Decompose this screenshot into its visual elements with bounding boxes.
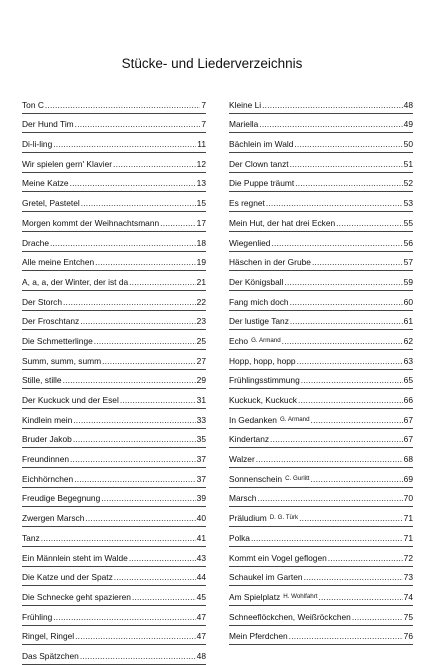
toc-entry-page-number: 60 xyxy=(403,296,413,307)
toc-entry-page-number: 52 xyxy=(403,178,413,189)
dot-leader xyxy=(45,98,200,112)
dot-leader xyxy=(257,491,402,505)
dot-leader xyxy=(73,413,195,427)
toc-entry-title: Wiegenlied xyxy=(229,237,271,248)
toc-entry xyxy=(229,291,413,311)
toc-entry xyxy=(22,94,206,114)
toc-entry-title: Fang mich doch xyxy=(229,296,289,307)
toc-entry xyxy=(229,586,413,606)
toc-entry-page-number: 7 xyxy=(201,119,206,130)
toc-entry-page-number: 48 xyxy=(196,650,206,661)
toc-entry xyxy=(229,507,413,527)
dot-leader xyxy=(75,629,196,643)
dot-leader xyxy=(301,373,403,387)
toc-column-left xyxy=(22,94,206,665)
dot-leader xyxy=(74,472,195,486)
toc-entry xyxy=(229,232,413,252)
toc-entry xyxy=(229,488,413,508)
toc-entry-title: Freudige Begegnung xyxy=(22,493,101,504)
toc-entry-title: Kindertanz xyxy=(229,434,270,445)
toc-entry-page-number: 44 xyxy=(196,572,206,583)
toc-entry-page-number: 15 xyxy=(196,198,206,209)
toc-entry-title: Kindlein mein xyxy=(22,414,73,425)
toc-entry xyxy=(22,626,206,646)
toc-entry-page-number: 31 xyxy=(196,395,206,405)
dot-leader xyxy=(251,531,403,545)
dot-leader xyxy=(311,413,403,427)
toc-entry xyxy=(22,114,206,134)
toc-entry-page-number: 37 xyxy=(196,473,206,484)
dot-leader xyxy=(290,157,403,171)
toc-entry xyxy=(22,192,206,212)
toc-entry-page-number: 56 xyxy=(403,237,413,248)
dot-leader xyxy=(73,432,196,446)
toc-entry-title: Mein Hut, der hat drei Ecken xyxy=(229,217,336,228)
toc-entry-title: Die Katze und der Spatz xyxy=(22,572,113,583)
toc-entry xyxy=(22,389,206,409)
toc-entry xyxy=(22,271,206,291)
toc-entry-page-number: 65 xyxy=(403,375,413,386)
dot-leader xyxy=(53,137,196,151)
toc-entry xyxy=(22,291,206,311)
dot-leader xyxy=(81,196,196,210)
toc-entry-title: Polka xyxy=(229,532,250,543)
toc-entry-page-number: 57 xyxy=(403,257,413,268)
toc-entry-page-number: 47 xyxy=(196,611,206,622)
toc-entry xyxy=(22,311,206,331)
dot-leader xyxy=(282,334,403,348)
dot-leader xyxy=(266,196,403,210)
dot-leader xyxy=(63,295,196,309)
dot-leader xyxy=(262,98,403,112)
dot-leader xyxy=(259,117,402,131)
dot-leader xyxy=(284,275,402,289)
toc-entry-title: Bächlein im Wald xyxy=(229,139,294,150)
toc-entry-title: Die Schnecke geht spazieren xyxy=(22,591,131,602)
toc-entry-title: Kleine Li xyxy=(229,99,262,110)
dot-leader xyxy=(328,551,403,565)
toc-entry-title: Frühling xyxy=(22,611,53,622)
toc-entry-page-number: 33 xyxy=(196,414,206,425)
toc-entry-title: Die Schmetterlinge xyxy=(22,335,93,346)
toc-entry xyxy=(229,409,413,429)
dot-leader xyxy=(129,551,196,565)
toc-entry-title: Der Storch xyxy=(22,296,63,307)
toc-entry xyxy=(22,133,206,153)
toc-entry xyxy=(229,94,413,114)
toc-entry-title: Die Puppe träumt xyxy=(229,178,295,189)
toc-entry-page-number: 76 xyxy=(403,631,413,642)
toc-entry xyxy=(22,252,206,272)
toc-entry-title: Der Kuckuck und der Esel xyxy=(22,395,119,405)
toc-entry-title: Ein Männlein steht im Walde xyxy=(22,552,128,563)
toc-entry-page-number: 7 xyxy=(201,99,206,110)
dot-leader xyxy=(271,236,402,250)
toc-entry-page-number: 55 xyxy=(403,217,413,228)
toc-entry-page-number: 51 xyxy=(403,158,413,169)
toc-entry-title: Ringel, Ringel xyxy=(22,631,75,642)
toc-entry-page-number: 67 xyxy=(403,434,413,445)
toc-entry xyxy=(229,173,413,193)
toc-entry xyxy=(229,212,413,232)
dot-leader xyxy=(299,511,403,525)
toc-entry-title: Marsch xyxy=(229,493,257,504)
toc-entry-title: Tanz xyxy=(22,532,40,543)
toc-entry-title: Walzer xyxy=(229,454,255,465)
toc-entry-composer: H. Wohlfahrt xyxy=(283,592,318,600)
toc-entry-page-number: 19 xyxy=(196,257,206,268)
dot-leader xyxy=(289,629,403,643)
dot-leader xyxy=(80,314,195,328)
toc-entry xyxy=(229,567,413,587)
toc-entry-page-number: 41 xyxy=(196,532,206,543)
toc-entry-title: Eichhörnchen xyxy=(22,473,74,484)
dot-leader xyxy=(63,373,196,387)
toc-entry-title: Kuckuck, Kuckuck xyxy=(229,395,297,405)
dot-leader xyxy=(295,176,402,190)
toc-entry-title: Zwergen Marsch xyxy=(22,513,85,524)
toc-entry-title: Alle meine Entchen xyxy=(22,257,95,268)
dot-leader xyxy=(94,334,196,348)
dot-leader xyxy=(294,137,402,151)
toc-entry xyxy=(229,133,413,153)
toc-entry-title: Das Spätzchen xyxy=(22,650,79,661)
toc-entry xyxy=(229,271,413,291)
toc-entry-title: Am Spielplatz xyxy=(229,591,281,602)
toc-entry xyxy=(229,252,413,272)
toc-entry-page-number: 22 xyxy=(196,296,206,307)
toc-entry xyxy=(22,370,206,390)
toc-entry-title: A, a, a, der Winter, der ist da xyxy=(22,276,129,287)
toc-entry xyxy=(229,370,413,390)
toc-entry-page-number: 72 xyxy=(403,552,413,563)
toc-entry-page-number: 73 xyxy=(403,572,413,583)
toc-entry xyxy=(22,153,206,173)
toc-entry-page-number: 62 xyxy=(403,335,413,346)
toc-entry xyxy=(22,212,206,232)
dot-leader xyxy=(311,472,403,486)
dot-leader xyxy=(290,314,403,328)
toc-entry xyxy=(22,409,206,429)
toc-entry xyxy=(229,527,413,547)
toc-entry-page-number: 43 xyxy=(196,552,206,563)
toc-entry-title: Gretel, Pastetel xyxy=(22,198,80,209)
dot-leader xyxy=(101,491,195,505)
toc-entry xyxy=(22,429,206,449)
toc-entry-title: Kommt ein Vogel geflogen xyxy=(229,552,327,563)
toc-entry-page-number: 12 xyxy=(196,158,206,169)
toc-entry-title: Der Hund Tim xyxy=(22,119,74,130)
toc-entry-page-number: 29 xyxy=(196,375,206,386)
dot-leader xyxy=(290,295,403,309)
toc-entry-page-number: 23 xyxy=(196,316,206,327)
toc-entry-page-number: 17 xyxy=(196,217,206,228)
dot-leader xyxy=(256,452,403,466)
dot-leader xyxy=(318,590,402,604)
toc-entry-title: Der Froschtanz xyxy=(22,316,80,327)
toc-entry-title: Echo xyxy=(229,335,249,346)
toc-entry xyxy=(22,488,206,508)
toc-entry-composer: C. Gurlitt xyxy=(285,474,310,482)
dot-leader xyxy=(120,393,196,407)
toc-entry xyxy=(229,429,413,449)
toc-entry xyxy=(22,645,206,665)
toc-entry-page-number: 66 xyxy=(403,395,413,405)
dot-leader xyxy=(270,432,403,446)
dot-leader xyxy=(114,570,196,584)
toc-column-right xyxy=(229,94,413,645)
toc-entry-composer: D. G. Türk xyxy=(269,514,299,522)
toc-entry-page-number: 59 xyxy=(403,276,413,287)
toc-entry xyxy=(229,626,413,646)
toc-entry xyxy=(229,311,413,331)
dot-leader xyxy=(80,649,196,663)
toc-entry xyxy=(22,547,206,567)
toc-entry-page-number: 45 xyxy=(196,591,206,602)
toc-entry xyxy=(229,606,413,626)
dot-leader xyxy=(75,117,201,131)
dot-leader xyxy=(298,393,403,407)
toc-entry-title: Schaukel im Garten xyxy=(229,572,303,583)
toc-entry-page-number: 48 xyxy=(403,99,413,110)
toc-entry xyxy=(229,153,413,173)
dot-leader xyxy=(336,216,403,230)
toc-entry-title: Meine Katze xyxy=(22,178,69,189)
toc-entry-composer: G. Armand xyxy=(279,415,310,423)
toc-entry-title: Häschen in der Grube xyxy=(229,257,311,268)
toc-entry-page-number: 11 xyxy=(197,139,206,150)
toc-entry xyxy=(229,547,413,567)
toc-entry-title: Freundinnen xyxy=(22,454,70,465)
dot-leader xyxy=(352,610,403,624)
toc-entry-page-number: 39 xyxy=(196,493,206,504)
toc-entry xyxy=(22,232,206,252)
toc-entry xyxy=(229,192,413,212)
toc-entry-page-number: 21 xyxy=(196,276,206,287)
toc-entry-title: Der lustige Tanz xyxy=(229,316,289,327)
dot-leader xyxy=(95,255,196,269)
dot-leader xyxy=(113,157,196,171)
toc-entry-title: In Gedanken xyxy=(229,414,277,425)
toc-entry-page-number: 53 xyxy=(403,198,413,209)
toc-entry-title: Drache xyxy=(22,237,49,248)
toc-entry-title: Präludium xyxy=(229,513,267,524)
toc-entry-page-number: 67 xyxy=(403,414,413,425)
toc-entry xyxy=(22,586,206,606)
toc-entry-page-number: 68 xyxy=(403,454,413,465)
toc-entry-page-number: 70 xyxy=(403,493,413,504)
dot-leader xyxy=(160,216,196,230)
toc-entry xyxy=(229,448,413,468)
toc-entry-title: Der Clown tanzt xyxy=(229,158,289,169)
toc-entry-page-number: 25 xyxy=(196,335,206,346)
toc-entry-page-number: 74 xyxy=(403,591,413,602)
toc-entry xyxy=(22,567,206,587)
page-title: Stücke- und Liederverzeichnis xyxy=(121,56,303,71)
dot-leader xyxy=(53,610,195,624)
toc-entry xyxy=(229,114,413,134)
toc-entry xyxy=(22,173,206,193)
dot-leader xyxy=(129,275,196,289)
toc-entry-title: Es regnet xyxy=(229,198,265,209)
toc-entry-page-number: 63 xyxy=(403,355,413,366)
toc-entry-title: Summ, summ, summ xyxy=(22,355,102,366)
toc-entry-title: Wir spielen gern' Klavier xyxy=(22,158,113,169)
toc-entry xyxy=(22,448,206,468)
toc-entry-page-number: 75 xyxy=(403,611,413,622)
toc-entry-page-number: 71 xyxy=(403,532,413,543)
toc-entry-title: Bruder Jakob xyxy=(22,434,72,445)
toc-entry xyxy=(229,350,413,370)
toc-entry-page-number: 50 xyxy=(403,139,413,150)
toc-entry-title: Morgen kommt der Weihnachtsmann xyxy=(22,217,160,228)
dot-leader xyxy=(102,354,196,368)
toc-entry-page-number: 69 xyxy=(403,473,413,484)
toc-entry xyxy=(22,507,206,527)
dot-leader xyxy=(70,176,196,190)
dot-leader xyxy=(50,236,196,250)
dot-leader xyxy=(297,354,403,368)
toc-entry-page-number: 49 xyxy=(403,119,413,130)
toc-entry-page-number: 13 xyxy=(196,178,206,189)
dot-leader xyxy=(132,590,196,604)
dot-leader xyxy=(70,452,196,466)
toc-entry xyxy=(22,350,206,370)
toc-entry-composer: G. Armand xyxy=(251,336,281,344)
toc-entry-title: Ton C xyxy=(22,99,44,110)
dot-leader xyxy=(85,511,195,525)
toc-entry xyxy=(22,330,206,350)
toc-entry xyxy=(229,389,413,409)
toc-entry-title: Di-li-ling xyxy=(22,139,53,150)
toc-entry-page-number: 37 xyxy=(196,454,206,465)
toc-entry-title: Sonnenschein xyxy=(229,473,283,484)
toc-entry-page-number: 18 xyxy=(196,237,206,248)
toc-entry-title: Hopp, hopp, hopp xyxy=(229,355,296,366)
toc-entry xyxy=(22,468,206,488)
toc-entry-page-number: 47 xyxy=(196,631,206,642)
toc-entry-page-number: 27 xyxy=(196,355,206,366)
toc-entry xyxy=(22,527,206,547)
toc-entry-title: Schneeflöckchen, Weißröckchen xyxy=(229,611,351,622)
toc-entry-title: Frühlingsstimmung xyxy=(229,375,300,386)
dot-leader xyxy=(41,531,196,545)
toc-entry-title: Mariella xyxy=(229,119,259,130)
toc-entry-title: Mein Pferdchen xyxy=(229,631,288,642)
dot-leader xyxy=(312,255,403,269)
toc-entry xyxy=(22,606,206,626)
toc-entry-page-number: 35 xyxy=(196,434,206,445)
toc-entry xyxy=(229,330,413,350)
toc-entry-page-number: 61 xyxy=(403,316,413,327)
toc-entry-title: Der Königsball xyxy=(229,276,284,287)
toc-entry-page-number: 40 xyxy=(196,513,206,524)
toc-entry-title: Stille, stille xyxy=(22,375,62,386)
toc-entry-page-number: 71 xyxy=(403,513,413,524)
dot-leader xyxy=(304,570,403,584)
toc-entry xyxy=(229,468,413,488)
